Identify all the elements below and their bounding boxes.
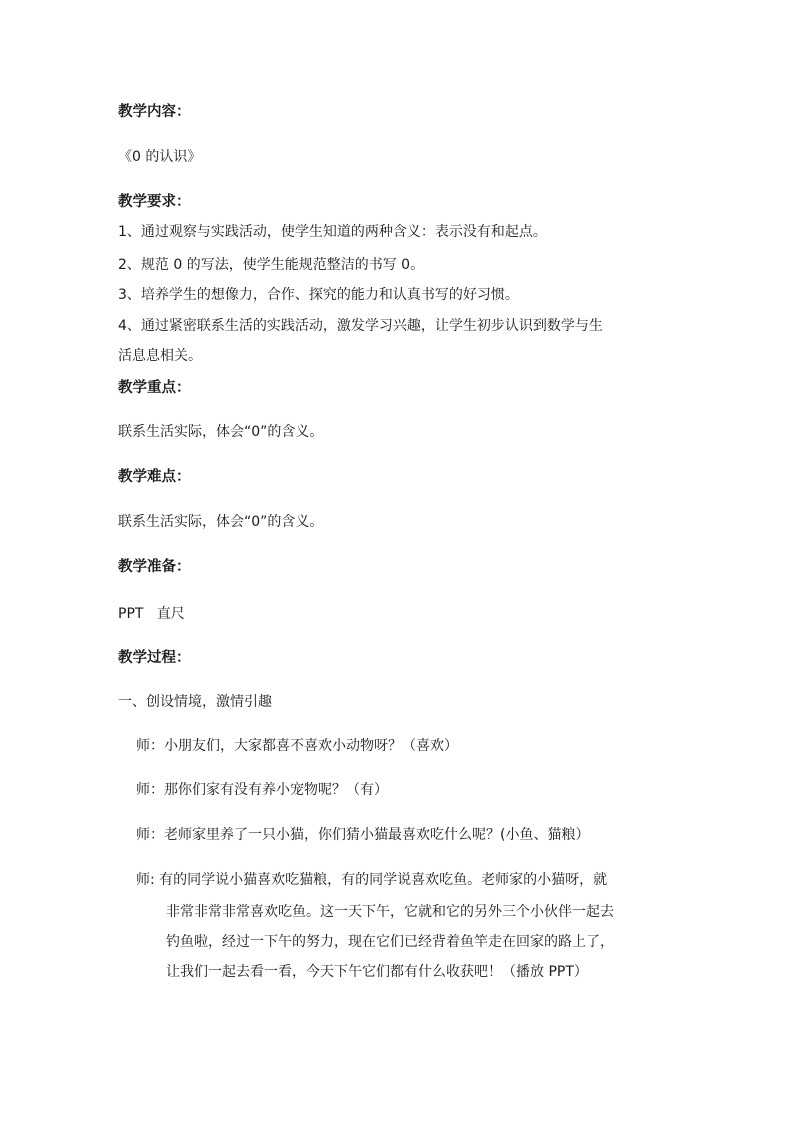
difficulties-heading: 教学难点： [118,469,191,485]
preparation-heading: 教学准备： [118,559,191,575]
dialogue-line: 师：那你们家有没有养小宠物呢？（有） [136,782,388,798]
difficulties-text: 联系生活实际，体会“0”的含义。 [118,514,324,530]
key-points-heading: 教学重点： [118,380,191,396]
process-heading: 教学过程： [118,650,191,666]
requirement-item: 2、规范 0 的写法，使学生能规范整洁的书写 0。 [118,257,425,273]
requirement-item: 4、通过紧密联系生活的实践活动，激发学习兴趣，让学生初步认识到数学与生 [118,318,603,334]
narrative-line: 师: 有的同学说小猫喜欢吃猫粮，有的同学说喜欢吃鱼。老师家的小猫呀，就 [136,872,608,888]
section-title: 一、创设情境，激情引趣 [118,694,272,710]
content-title: 《0 的认识》 [118,149,202,165]
dialogue-line: 师：小朋友们，大家都喜不喜欢小动物呀？（喜欢） [136,738,458,754]
content-heading: 教学内容： [118,104,191,120]
narrative-line: 让我们一起去看一看，今天下午它们都有什么收获吧！（播放 PPT） [166,964,588,980]
requirement-item: 3、培养学生的想像力，合作、探究的能力和认真书写的好习惯。 [118,287,519,303]
requirement-item: 1、通过观察与实践活动，使学生知道的两种含义：表示没有和起点。 [118,224,547,240]
preparation-text: PPT 直尺 [118,606,185,622]
narrative-line: 钓鱼啦，经过一下午的努力，现在它们已经背着鱼竿走在回家的路上了， [166,934,614,950]
requirement-item-continued: 活息息相关。 [118,348,202,364]
requirements-heading: 教学要求： [118,194,191,210]
narrative-line: 非常非常非常喜欢吃鱼。这一天下午，它就和它的另外三个小伙伴一起去 [166,904,614,920]
dialogue-line: 师：老师家里养了一只小猫，你们猜小猫最喜欢吃什么呢？(小鱼、猫粮） [136,827,590,843]
key-points-text: 联系生活实际，体会“0”的含义。 [118,424,324,440]
